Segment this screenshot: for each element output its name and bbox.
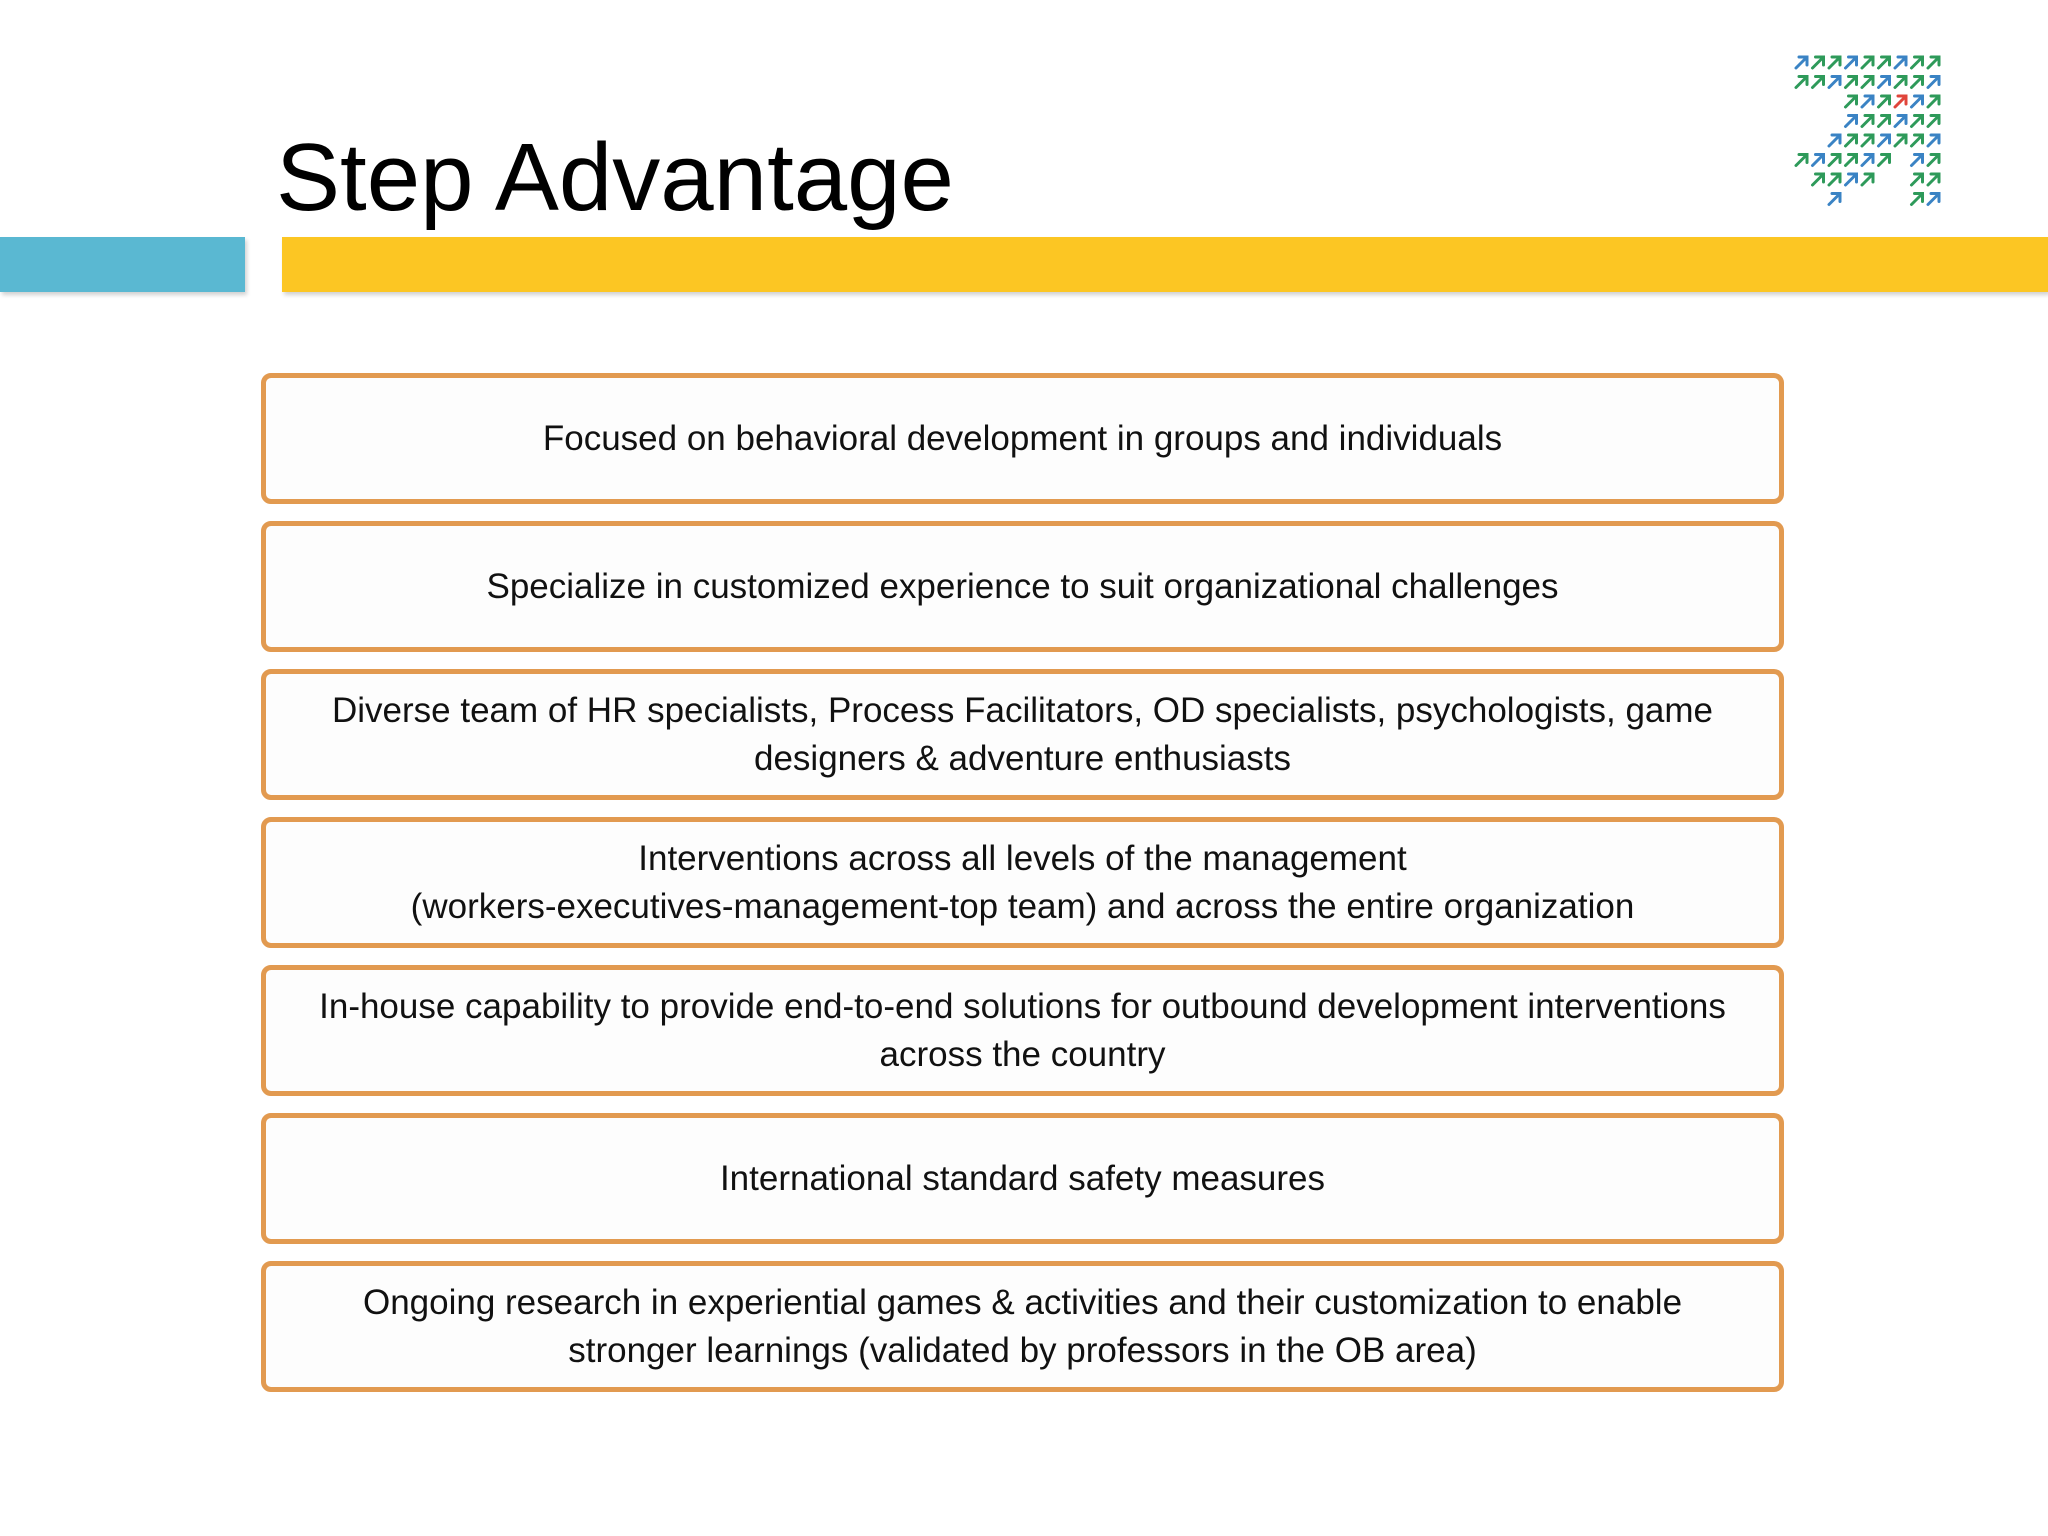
advantage-item-4: Interventions across all levels of the management (workers-executives-management-top team) and across the entire organization [261,817,1784,948]
logo-arrow-mark [1862,116,1873,127]
logo-arrow-mark [1912,174,1923,185]
logo-arrow-mark [1846,174,1857,185]
logo-arrow-mark [1912,96,1923,107]
logo-arrow-mark [1862,57,1873,68]
logo-arrow-mark [1879,96,1890,107]
logo-arrow-mark [1895,77,1906,88]
logo-arrow-mark [1928,77,1939,88]
logo-arrow-mark [1813,77,1824,88]
logo-arrow-mark [1912,77,1923,88]
logo-arrow-mark [1879,57,1890,68]
title-bar-blue-accent [0,237,245,292]
logo-arrow-mark [1928,57,1939,68]
logo-arrow-mark [1912,155,1923,166]
logo-arrow-mark [1813,155,1824,166]
logo-arrow-mark [1829,155,1840,166]
advantage-item-7: Ongoing research in experiential games & activities and their customization to enable stronger learnings (validated by professors in the OB area) [261,1261,1784,1392]
logo-arrow-mark [1862,174,1873,185]
logo-arrow-mark [1829,174,1840,185]
logo-arrow-mark [1796,155,1807,166]
logo-arrow-mark [1912,194,1923,205]
logo-arrow-mark [1846,77,1857,88]
logo-arrow-mark [1928,174,1939,185]
logo-arrow-mark [1862,77,1873,88]
logo-arrow-mark [1796,57,1807,68]
advantage-item-1: Focused on behavioral development in groups and individuals [261,373,1784,504]
logo-arrow-mark [1928,135,1939,146]
logo-arrow-mark [1813,174,1824,185]
arrow-grid-logo-icon [1790,50,1946,210]
logo-arrow-mark [1895,57,1906,68]
logo-arrow-mark [1895,116,1906,127]
advantage-item-6: International standard safety measures [261,1113,1784,1244]
logo-arrow-mark [1895,96,1906,107]
advantage-item-2: Specialize in customized experience to suit organizational challenges [261,521,1784,652]
logo-arrow-mark [1928,96,1939,107]
logo-arrow-mark [1912,57,1923,68]
logo-arrow-mark [1879,135,1890,146]
logo-arrow-mark [1796,77,1807,88]
logo-arrow-mark [1862,155,1873,166]
logo-arrow-mark [1912,135,1923,146]
logo-arrow-mark [1862,135,1873,146]
logo-arrow-mark [1846,155,1857,166]
logo-arrow-mark [1928,155,1939,166]
slide-title: Step Advantage [276,124,954,231]
logo-arrow-mark [1829,135,1840,146]
logo-arrow-mark [1928,116,1939,127]
logo-arrow-mark [1846,116,1857,127]
advantage-item-5: In-house capability to provide end-to-end solutions for outbound development interventions across the country [261,965,1784,1096]
logo-arrow-mark [1895,135,1906,146]
logo-arrow-mark [1813,57,1824,68]
advantage-item-3: Diverse team of HR specialists, Process Facilitators, OD specialists, psychologists, game designers & adventure enthusiasts [261,669,1784,800]
logo-arrow-mark [1879,77,1890,88]
logo-arrow-mark [1879,155,1890,166]
logo-arrow-mark [1879,116,1890,127]
logo-arrow-mark [1846,57,1857,68]
title-bar-yellow-accent [282,237,2048,292]
logo-arrow-mark [1829,57,1840,68]
logo-arrow-mark [1862,96,1873,107]
logo-arrow-mark [1829,194,1840,205]
advantages-list [261,373,1784,1409]
logo-arrow-mark [1846,96,1857,107]
logo-arrow-mark [1928,194,1939,205]
logo-arrow-mark [1829,77,1840,88]
logo-arrow-mark [1846,135,1857,146]
logo-arrow-mark [1912,116,1923,127]
